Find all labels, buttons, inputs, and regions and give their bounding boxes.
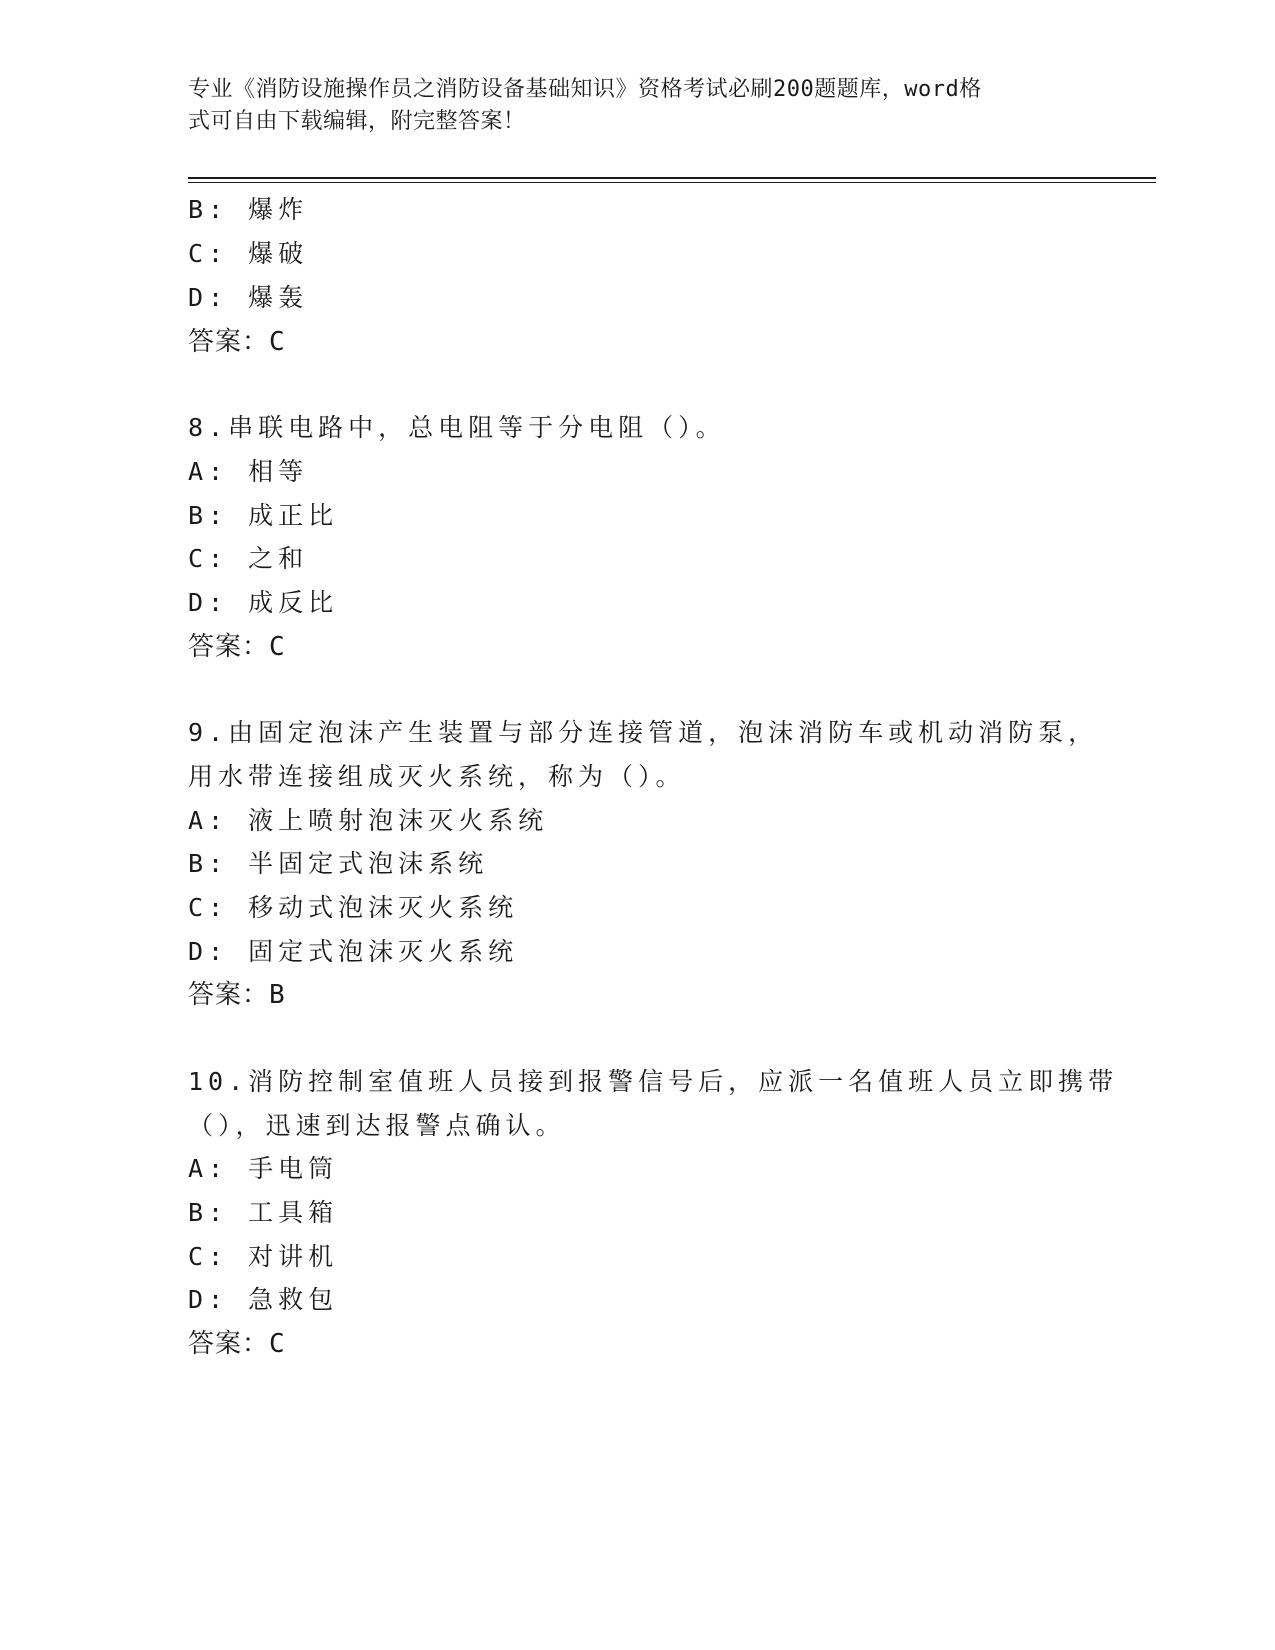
q9-option-b: B: 半固定式泡沫系统 — [188, 849, 489, 878]
q8-option-b: B: 成正比 — [188, 501, 339, 530]
q10-stem-line-2: （），迅速到达报警点确认。 — [188, 1111, 566, 1140]
q10-option-a: A: 手电筒 — [188, 1154, 339, 1183]
q10-option-d: D: 急救包 — [188, 1285, 339, 1314]
q7-option-d: D: 爆轰 — [188, 283, 309, 312]
q8-stem: 8.串联电路中，总电阻等于分电阻（）。 — [188, 413, 726, 442]
q9-answer: 答案：B — [188, 980, 286, 1010]
q9-option-d: D: 固定式泡沫灭火系统 — [188, 937, 519, 966]
q8-answer: 答案：C — [188, 632, 286, 662]
header-line-2: 式可自由下载编辑，附完整答案！ — [188, 109, 526, 134]
q10-answer: 答案：C — [188, 1329, 286, 1359]
q10-option-c: C: 对讲机 — [188, 1242, 339, 1271]
q7-option-b: B: 爆炸 — [188, 195, 309, 224]
q7-answer: 答案：C — [188, 327, 286, 357]
q9-stem-line-1: 9.由固定泡沫产生装置与部分连接管道，泡沫消防车或机动消防泵， — [188, 718, 1099, 747]
q8-option-c: C: 之和 — [188, 544, 309, 573]
q9-option-c: C: 移动式泡沫灭火系统 — [188, 893, 519, 922]
header-divider — [188, 177, 1156, 179]
q10-option-b: B: 工具箱 — [188, 1198, 339, 1227]
q9-option-a: A: 液上喷射泡沫灭火系统 — [188, 806, 549, 835]
q9-stem-line-2: 用水带连接组成灭火系统，称为（）。 — [188, 762, 686, 791]
q8-option-a: A: 相等 — [188, 457, 309, 486]
header-line-1: 专业《消防设施操作员之消防设备基础知识》资格考试必刷200题题库，word格 — [188, 77, 982, 102]
page-header — [188, 74, 1068, 138]
q10-stem-line-1: 10.消防控制室值班人员接到报警信号后，应派一名值班人员立即携带 — [188, 1067, 1119, 1096]
q7-option-c: C: 爆破 — [188, 239, 309, 268]
q8-option-d: D: 成反比 — [188, 588, 339, 617]
header-divider-thin — [188, 182, 1156, 183]
